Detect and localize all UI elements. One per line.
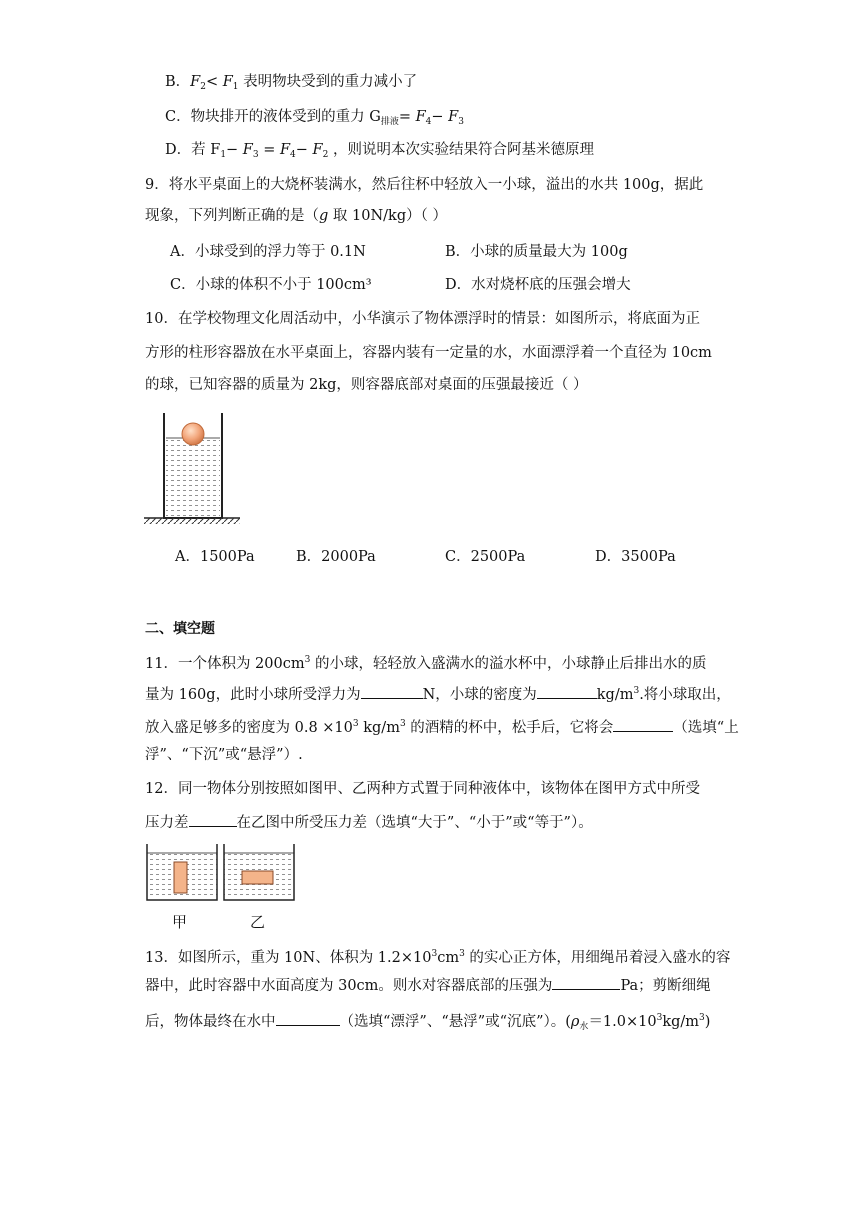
q13-blank-state[interactable] (276, 1011, 340, 1026)
q10-stem-line2: 方形的柱形容器放在水平桌面上，容器内装有一定量的水，水面漂浮着一个直径为 10cm (145, 345, 712, 361)
section-heading-fill-in: 二、填空题 (145, 621, 215, 637)
q12-line1: 12．同一物体分别按照如图甲、乙两种方式置于同种液体中，该物体在图甲方式中所受 (145, 781, 700, 797)
q11-blank-buoyancy[interactable] (361, 684, 423, 699)
q12-blank-compare[interactable] (189, 812, 237, 827)
q8-option-b: B．$F_2< F_1$ 表明物块受到的重力减小了 (165, 74, 418, 92)
q9-option-a: A．小球受到的浮力等于 0.1N (170, 244, 366, 260)
q9-stem-line2: 现象，下列判断正确的是（g 取 10N/kg）（ ） (145, 208, 447, 224)
q13-blank-pressure[interactable] (552, 975, 620, 990)
q13-line1: 13．如图所示，重为 10N、体积为 $1.2\times 10^3cm^3$ 的实心正方体，用细绳吊着浸入盛水的容 (145, 949, 731, 966)
q11-blank-motion[interactable] (613, 717, 673, 732)
q12-label-yi: 乙 (250, 913, 266, 931)
q11-blank-density[interactable] (537, 684, 597, 699)
q12-figure-jia-yi (143, 842, 308, 932)
q12-line2: 压力差 在乙图中所受压力差（选填“大于”、“小于”或“等于”）。 (145, 812, 593, 833)
q9-option-c: C．小球的体积不小于 100cm³ (170, 277, 372, 293)
q10-option-a: A．1500Pa (175, 549, 255, 565)
q9-option-d: D．水对烧杯底的压强会增大 (445, 277, 631, 293)
q10-option-b: B．2000Pa (296, 549, 376, 565)
q11-line4: 浮”、“下沉”或“悬浮”）. (145, 747, 303, 763)
q10-option-d: D．3500Pa (595, 549, 676, 565)
q11-line2: 量为 160g，此时小球所受浮力为 N，小球的密度为 $kg/m^3$.将小球取出， (145, 686, 731, 703)
q10-stem-line3: 的球，已知容器的质量为 2kg，则容器底部对桌面的压强最接近（ ） (145, 377, 588, 393)
q11-line1: 11．一个体积为 $200cm^3$ 的小球，轻轻放入盛满水的溢水杯中，小球静止后排出水的质 (145, 655, 707, 672)
q8-option-d: D．若 $F_1- F_3 = F_4- F_2$ ，则说明本次实验结果符合阿基米德原理 (165, 142, 594, 160)
q9-stem-line1: 9．将水平桌面上的大烧杯装满水，然后往杯中轻放入一小球，溢出的水共 100g，据此 (145, 177, 704, 193)
q11-line3: 放入盛足够多的密度为 $0.8 \times 10^3$ $kg/m^3$ 的酒精的杯中，松手后，它将会 （选填“上 (145, 719, 739, 736)
q13-line2: 器中，此时容器中水面高度为 30cm。则水对容器底部的压强为 Pa；剪断细绳 (145, 975, 711, 996)
q10-container-figure (140, 408, 245, 528)
q12-label-jia: 甲 (172, 913, 188, 931)
q13-line3: 后，物体最终在水中 （选填“漂浮”、“悬浮”或“沉底”）。$(\rho_水=1.0\times 10^3kg/m^3)$ (145, 1013, 711, 1032)
q8-option-c: C．物块排开的液体受到的重力 $G_{排液}= F_4- F_3$ (165, 109, 464, 127)
q10-option-c: C．2500Pa (445, 549, 526, 565)
q10-stem-line1: 10．在学校物理文化周活动中，小华演示了物体漂浮时的情景：如图所示，将底面为正 (145, 311, 700, 327)
q9-option-b: B．小球的质量最大为 100g (445, 244, 628, 260)
